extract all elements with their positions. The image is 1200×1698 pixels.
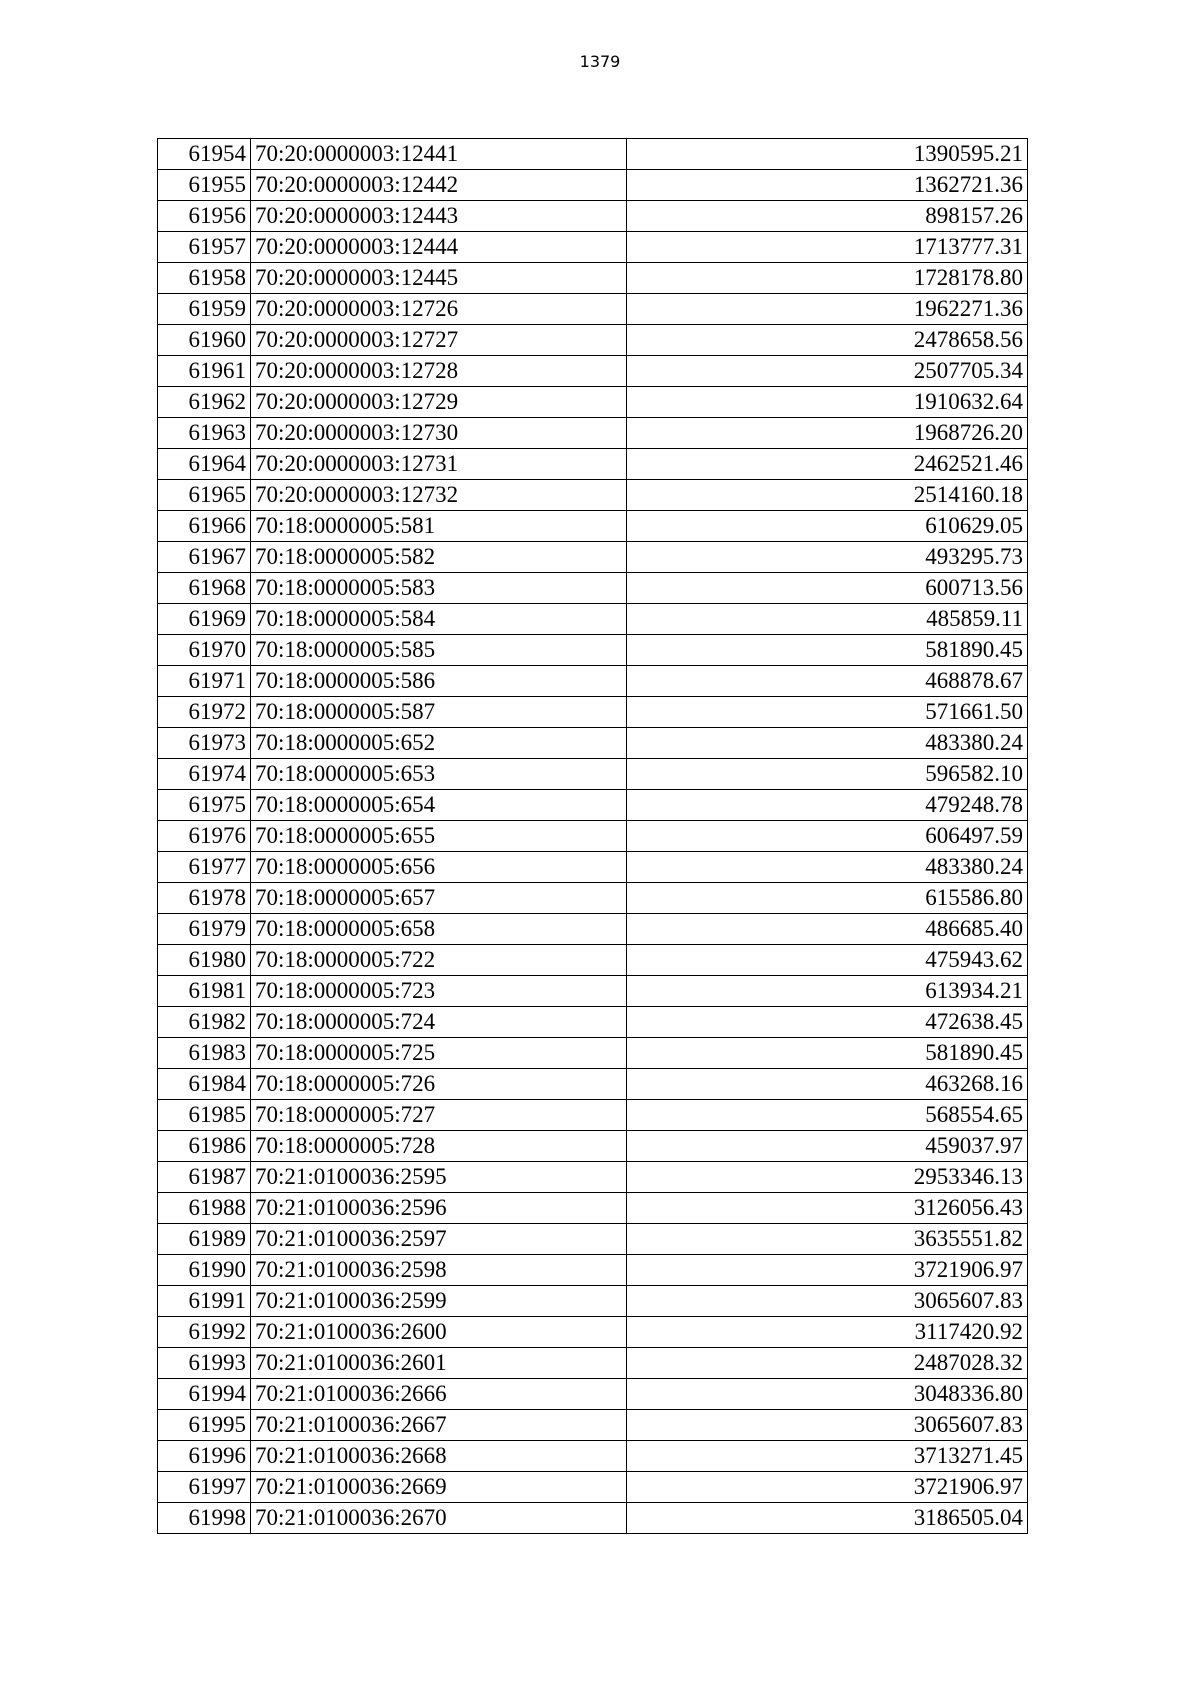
cadastral-value-cell: 610629.05 [627, 511, 1028, 542]
cadastral-value-cell: 3065607.83 [627, 1410, 1028, 1441]
table-row [158, 604, 1028, 635]
table-row [158, 759, 1028, 790]
table-row [158, 449, 1028, 480]
cadastral-value-cell: 468878.67 [627, 666, 1028, 697]
cadastral-value-cell: 898157.26 [627, 201, 1028, 232]
row-number-cell: 61992 [158, 1317, 251, 1348]
row-number-cell: 61986 [158, 1131, 251, 1162]
cadastral-number-cell: 70:18:0000005:723 [251, 976, 627, 1007]
table-row [158, 945, 1028, 976]
row-number-cell: 61982 [158, 1007, 251, 1038]
table-row [158, 1224, 1028, 1255]
cadastral-value-cell: 463268.16 [627, 1069, 1028, 1100]
cadastral-value-cell: 483380.24 [627, 852, 1028, 883]
row-number-cell: 61962 [158, 387, 251, 418]
cadastral-value-cell: 486685.40 [627, 914, 1028, 945]
table-row [158, 1441, 1028, 1472]
cadastral-number-cell: 70:21:0100036:2598 [251, 1255, 627, 1286]
cadastral-number-cell: 70:18:0000005:654 [251, 790, 627, 821]
cadastral-value-cell: 3065607.83 [627, 1286, 1028, 1317]
table-row [158, 1379, 1028, 1410]
row-number-cell: 61978 [158, 883, 251, 914]
cadastral-number-cell: 70:18:0000005:653 [251, 759, 627, 790]
row-number-cell: 61957 [158, 232, 251, 263]
table-row [158, 294, 1028, 325]
table-body [158, 139, 1028, 1534]
table-row [158, 232, 1028, 263]
cadastral-number-cell: 70:21:0100036:2599 [251, 1286, 627, 1317]
table-row [158, 821, 1028, 852]
table-row [158, 1472, 1028, 1503]
cadastral-number-cell: 70:20:0000003:12444 [251, 232, 627, 263]
table-row [158, 542, 1028, 573]
cadastral-number-cell: 70:18:0000005:585 [251, 635, 627, 666]
cadastral-value-cell: 1362721.36 [627, 170, 1028, 201]
table-row [158, 1162, 1028, 1193]
row-number-cell: 61955 [158, 170, 251, 201]
cadastral-number-cell: 70:20:0000003:12442 [251, 170, 627, 201]
cadastral-value-cell: 600713.56 [627, 573, 1028, 604]
cadastral-value-cell: 1968726.20 [627, 418, 1028, 449]
table-row [158, 914, 1028, 945]
table-row [158, 1038, 1028, 1069]
table-row [158, 325, 1028, 356]
cadastral-number-cell: 70:21:0100036:2596 [251, 1193, 627, 1224]
table-row [158, 790, 1028, 821]
cadastral-value-cell: 568554.65 [627, 1100, 1028, 1131]
row-number-cell: 61993 [158, 1348, 251, 1379]
row-number-cell: 61987 [158, 1162, 251, 1193]
table-row [158, 1131, 1028, 1162]
cadastral-value-cell: 2462521.46 [627, 449, 1028, 480]
table-row [158, 1193, 1028, 1224]
cadastral-number-cell: 70:18:0000005:728 [251, 1131, 627, 1162]
cadastral-number-cell: 70:21:0100036:2597 [251, 1224, 627, 1255]
row-number-cell: 61968 [158, 573, 251, 604]
cadastral-value-cell: 2507705.34 [627, 356, 1028, 387]
cadastral-number-cell: 70:20:0000003:12726 [251, 294, 627, 325]
table-row [158, 697, 1028, 728]
cadastral-number-cell: 70:18:0000005:584 [251, 604, 627, 635]
table-row [158, 883, 1028, 914]
cadastral-value-cell: 485859.11 [627, 604, 1028, 635]
row-number-cell: 61954 [158, 139, 251, 170]
cadastral-value-cell: 472638.45 [627, 1007, 1028, 1038]
cadastral-number-cell: 70:18:0000005:656 [251, 852, 627, 883]
row-number-cell: 61997 [158, 1472, 251, 1503]
cadastral-number-cell: 70:20:0000003:12730 [251, 418, 627, 449]
cadastral-value-cell: 3713271.45 [627, 1441, 1028, 1472]
cadastral-value-cell: 3635551.82 [627, 1224, 1028, 1255]
cadastral-value-cell: 596582.10 [627, 759, 1028, 790]
cadastral-value-cell: 3117420.92 [627, 1317, 1028, 1348]
cadastral-number-cell: 70:20:0000003:12443 [251, 201, 627, 232]
cadastral-value-cell: 1713777.31 [627, 232, 1028, 263]
cadastral-value-cell: 3126056.43 [627, 1193, 1028, 1224]
table-row [158, 976, 1028, 1007]
cadastral-number-cell: 70:20:0000003:12729 [251, 387, 627, 418]
row-number-cell: 61981 [158, 976, 251, 1007]
cadastral-number-cell: 70:18:0000005:725 [251, 1038, 627, 1069]
row-number-cell: 61964 [158, 449, 251, 480]
row-number-cell: 61973 [158, 728, 251, 759]
cadastral-number-cell: 70:20:0000003:12731 [251, 449, 627, 480]
cadastral-number-cell: 70:20:0000003:12441 [251, 139, 627, 170]
row-number-cell: 61969 [158, 604, 251, 635]
cadastral-number-cell: 70:21:0100036:2600 [251, 1317, 627, 1348]
row-number-cell: 61958 [158, 263, 251, 294]
row-number-cell: 61988 [158, 1193, 251, 1224]
table-row [158, 1255, 1028, 1286]
row-number-cell: 61977 [158, 852, 251, 883]
row-number-cell: 61994 [158, 1379, 251, 1410]
row-number-cell: 61984 [158, 1069, 251, 1100]
cadastral-value-cell: 3721906.97 [627, 1472, 1028, 1503]
cadastral-number-cell: 70:18:0000005:587 [251, 697, 627, 728]
cadastral-value-cell: 581890.45 [627, 635, 1028, 666]
table-row [158, 1317, 1028, 1348]
table-row [158, 201, 1028, 232]
cadastral-value-cell: 1910632.64 [627, 387, 1028, 418]
cadastral-number-cell: 70:18:0000005:657 [251, 883, 627, 914]
cadastral-value-cell: 3048336.80 [627, 1379, 1028, 1410]
row-number-cell: 61975 [158, 790, 251, 821]
cadastral-number-cell: 70:21:0100036:2670 [251, 1503, 627, 1534]
cadastral-number-cell: 70:21:0100036:2666 [251, 1379, 627, 1410]
cadastral-value-cell: 613934.21 [627, 976, 1028, 1007]
row-number-cell: 61966 [158, 511, 251, 542]
cadastral-value-cell: 1962271.36 [627, 294, 1028, 325]
row-number-cell: 61971 [158, 666, 251, 697]
table-row [158, 852, 1028, 883]
table-row [158, 1410, 1028, 1441]
table-row [158, 263, 1028, 294]
cadastral-value-cell: 615586.80 [627, 883, 1028, 914]
table-row [158, 170, 1028, 201]
cadastral-number-cell: 70:18:0000005:581 [251, 511, 627, 542]
page-number: 1379 [579, 52, 621, 71]
cadastral-value-cell: 2514160.18 [627, 480, 1028, 511]
cadastral-number-cell: 70:18:0000005:724 [251, 1007, 627, 1038]
cadastral-number-cell: 70:18:0000005:726 [251, 1069, 627, 1100]
row-number-cell: 61990 [158, 1255, 251, 1286]
cadastral-number-cell: 70:18:0000005:722 [251, 945, 627, 976]
table-row [158, 728, 1028, 759]
cadastral-value-cell: 1390595.21 [627, 139, 1028, 170]
cadastral-value-table [157, 138, 1028, 1534]
table-row [158, 666, 1028, 697]
cadastral-number-cell: 70:21:0100036:2595 [251, 1162, 627, 1193]
cadastral-value-cell: 581890.45 [627, 1038, 1028, 1069]
row-number-cell: 61961 [158, 356, 251, 387]
cadastral-value-cell: 2487028.32 [627, 1348, 1028, 1379]
cadastral-number-cell: 70:21:0100036:2601 [251, 1348, 627, 1379]
row-number-cell: 61998 [158, 1503, 251, 1534]
cadastral-value-cell: 606497.59 [627, 821, 1028, 852]
row-number-cell: 61956 [158, 201, 251, 232]
row-number-cell: 61989 [158, 1224, 251, 1255]
cadastral-value-cell: 1728178.80 [627, 263, 1028, 294]
cadastral-number-cell: 70:18:0000005:658 [251, 914, 627, 945]
row-number-cell: 61970 [158, 635, 251, 666]
row-number-cell: 61960 [158, 325, 251, 356]
row-number-cell: 61979 [158, 914, 251, 945]
table-row [158, 139, 1028, 170]
table-row [158, 418, 1028, 449]
row-number-cell: 61980 [158, 945, 251, 976]
cadastral-number-cell: 70:21:0100036:2668 [251, 1441, 627, 1472]
table-row [158, 1100, 1028, 1131]
cadastral-value-cell: 571661.50 [627, 697, 1028, 728]
row-number-cell: 61991 [158, 1286, 251, 1317]
row-number-cell: 61959 [158, 294, 251, 325]
cadastral-number-cell: 70:21:0100036:2667 [251, 1410, 627, 1441]
cadastral-number-cell: 70:18:0000005:583 [251, 573, 627, 604]
cadastral-number-cell: 70:18:0000005:655 [251, 821, 627, 852]
row-number-cell: 61995 [158, 1410, 251, 1441]
row-number-cell: 61996 [158, 1441, 251, 1472]
cadastral-value-cell: 483380.24 [627, 728, 1028, 759]
cadastral-number-cell: 70:20:0000003:12727 [251, 325, 627, 356]
table-row [158, 1069, 1028, 1100]
table-row [158, 573, 1028, 604]
cadastral-number-cell: 70:21:0100036:2669 [251, 1472, 627, 1503]
table-row [158, 1348, 1028, 1379]
cadastral-value-cell: 2478658.56 [627, 325, 1028, 356]
cadastral-number-cell: 70:18:0000005:652 [251, 728, 627, 759]
row-number-cell: 61983 [158, 1038, 251, 1069]
table-row [158, 387, 1028, 418]
cadastral-number-cell: 70:20:0000003:12445 [251, 263, 627, 294]
cadastral-value-cell: 475943.62 [627, 945, 1028, 976]
cadastral-number-cell: 70:20:0000003:12728 [251, 356, 627, 387]
row-number-cell: 61974 [158, 759, 251, 790]
row-number-cell: 61963 [158, 418, 251, 449]
cadastral-value-cell: 493295.73 [627, 542, 1028, 573]
row-number-cell: 61965 [158, 480, 251, 511]
table-row [158, 480, 1028, 511]
cadastral-value-cell: 2953346.13 [627, 1162, 1028, 1193]
cadastral-value-cell: 3721906.97 [627, 1255, 1028, 1286]
table-row [158, 356, 1028, 387]
row-number-cell: 61985 [158, 1100, 251, 1131]
cadastral-number-cell: 70:18:0000005:727 [251, 1100, 627, 1131]
cadastral-number-cell: 70:20:0000003:12732 [251, 480, 627, 511]
cadastral-value-cell: 459037.97 [627, 1131, 1028, 1162]
row-number-cell: 61972 [158, 697, 251, 728]
cadastral-number-cell: 70:18:0000005:582 [251, 542, 627, 573]
table-row [158, 1286, 1028, 1317]
cadastral-value-cell: 3186505.04 [627, 1503, 1028, 1534]
cadastral-number-cell: 70:18:0000005:586 [251, 666, 627, 697]
row-number-cell: 61967 [158, 542, 251, 573]
table-row [158, 1503, 1028, 1534]
table-row [158, 1007, 1028, 1038]
table-row [158, 635, 1028, 666]
row-number-cell: 61976 [158, 821, 251, 852]
cadastral-value-cell: 479248.78 [627, 790, 1028, 821]
table-row [158, 511, 1028, 542]
